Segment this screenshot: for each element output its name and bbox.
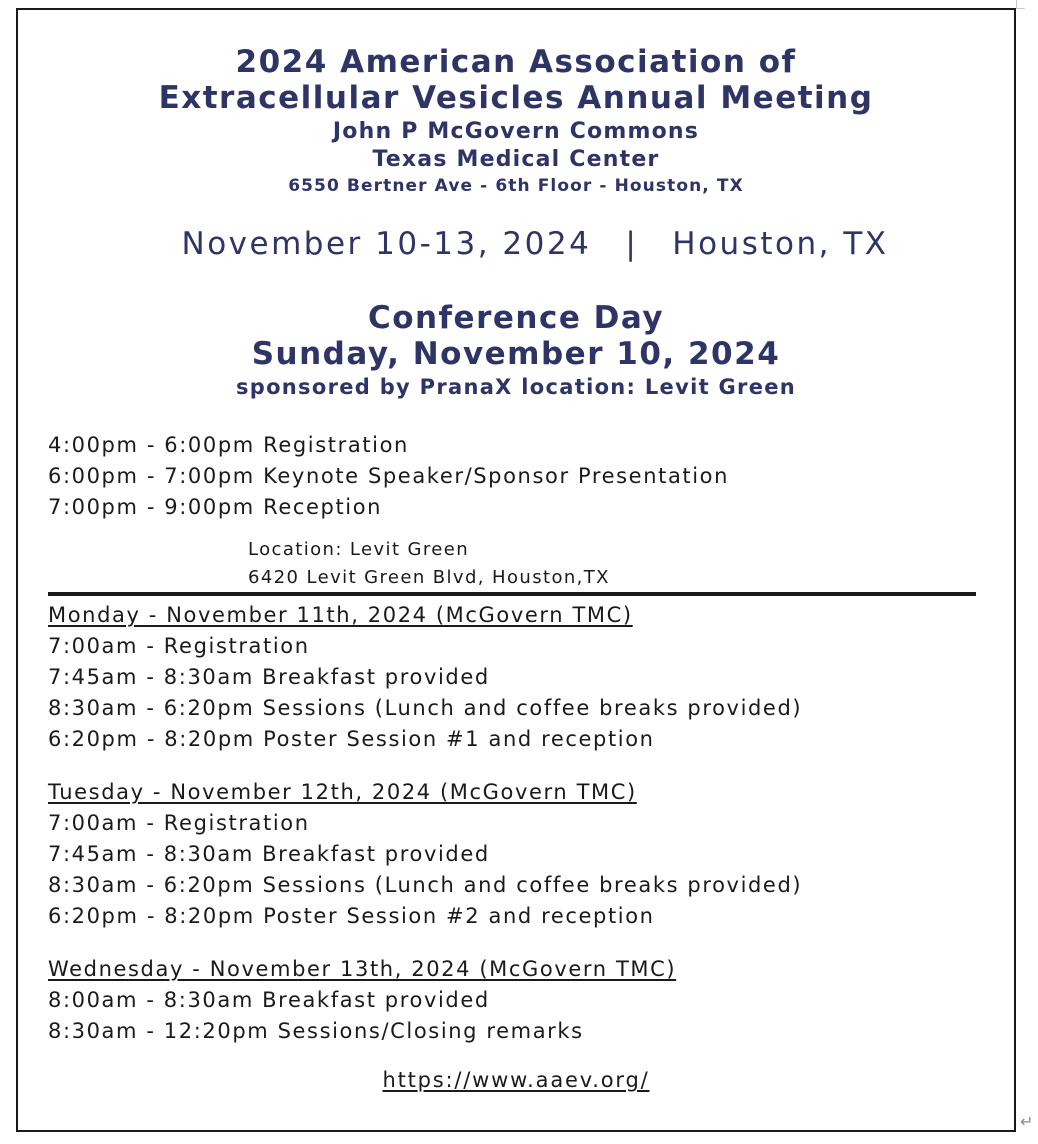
wednesday-heading: Wednesday - November 13th, 2024 (McGovern TMC) [48, 957, 677, 981]
schedule-item: 8:30am - 12:20pm Sessions/Closing remarks [48, 1019, 584, 1043]
schedule-item: 8:30am - 6:20pm Sessions (Lunch and coffee breaks provided) [48, 873, 803, 897]
paragraph-mark-icon: ↵ [1020, 1112, 1034, 1131]
schedule-item: 8:00am - 8:30am Breakfast provided [48, 988, 490, 1012]
schedule-item: 7:45am - 8:30am Breakfast provided [48, 665, 490, 689]
section-divider [48, 592, 976, 596]
event-title-line-2: Extracellular Vesicles Annual Meeting [158, 80, 874, 116]
conference-day-date: Sunday, November 10, 2024 [251, 336, 781, 372]
conference-day-sponsor: sponsored by PranaX location: Levit Green [235, 375, 797, 399]
tuesday-heading: Tuesday - November 12th, 2024 (McGovern TMC) [48, 780, 637, 804]
event-city: Houston, TX [672, 226, 889, 262]
venue-name: John P McGovern Commons [332, 119, 700, 144]
date-range: November 10-13, 2024 [181, 226, 592, 262]
schedule-item: 4:00pm - 6:00pm Registration [48, 433, 409, 457]
monday-heading: Monday - November 11th, 2024 (McGovern TMC) [48, 603, 633, 627]
venue-center: Texas Medical Center [372, 147, 660, 172]
event-dates [150, 226, 920, 262]
schedule-item: 6:20pm - 8:20pm Poster Session #1 and reception [48, 727, 655, 751]
date-separator: | [625, 226, 639, 262]
venue-address: 6550 Bertner Ave - 6th Floor - Houston, TX [288, 176, 744, 196]
page-corner-marker [1016, 0, 1025, 9]
schedule-item: 7:00am - Registration [48, 811, 310, 835]
reception-location-label: Location: Levit Green [248, 539, 470, 560]
schedule-item: 7:00am - Registration [48, 634, 310, 658]
conference-day-heading: Conference Day [367, 300, 665, 336]
website-link[interactable]: https://www.aaev.org/ [382, 1068, 650, 1092]
schedule-item: 8:30am - 6:20pm Sessions (Lunch and coffee breaks provided) [48, 696, 803, 720]
schedule-item: 7:45am - 8:30am Breakfast provided [48, 842, 490, 866]
event-title-line-1: 2024 American Association of [235, 44, 797, 80]
schedule-item: 7:00pm - 9:00pm Reception [48, 495, 383, 519]
schedule-item: 6:20pm - 8:20pm Poster Session #2 and reception [48, 904, 655, 928]
reception-location-address: 6420 Levit Green Blvd, Houston,TX [248, 567, 610, 588]
schedule-item: 6:00pm - 7:00pm Keynote Speaker/Sponsor Presentation [48, 464, 730, 488]
